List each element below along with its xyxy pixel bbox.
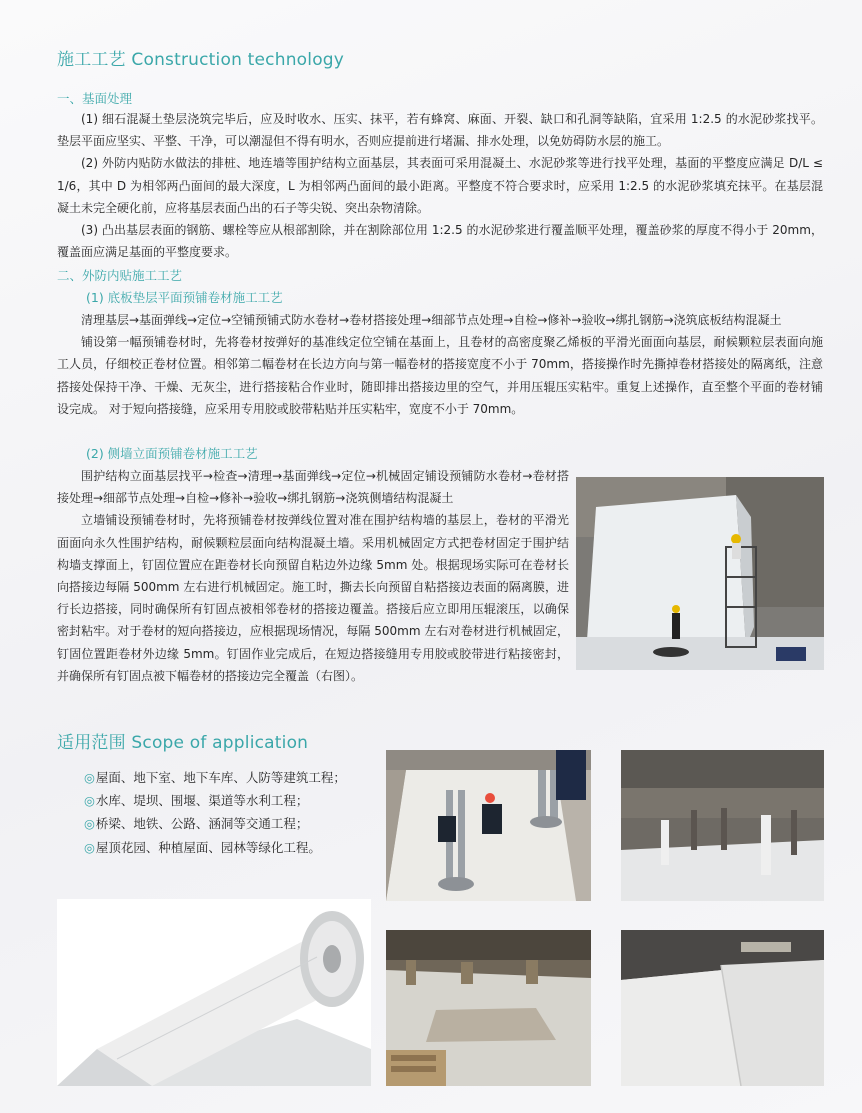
scope-item: ◎水库、堤坝、围堰、渠道等水利工程； [84, 793, 309, 809]
section-1-heading: 一、基面处理 [57, 91, 133, 106]
section-1-para-3: (3) 凸出基层表面的钢筋、螺栓等应从根部割除，并在割除部位用 1:2.5 的水泥砂浆进行覆盖顺平处理，覆盖砂浆的厚度不得小于 20mm，覆盖面应满足基面的平整度要求。 [57, 223, 823, 260]
scope-title: 适用范围 Scope of application [57, 733, 309, 753]
section-2-subheading-2: (2) 侧墙立面预铺卷材施工工艺 [86, 446, 258, 461]
section-2-para-1: 铺设第一幅预铺卷材时，先将卷材按弹好的基准线定位空铺在基面上，且卷材的高密度聚乙烯板的平滑光面面向基层，耐候颗粒层表面向施工人员，仔细校正卷材位置。相邻第二幅卷材在长边方向与第一幅卷材的搭接宽度不小于 70mm，搭接操作时先撕掉卷材搭接处的隔离纸，注意搭接处保持干净、干燥、无灰尘，进行搭接粘合作业时，随即排出搭接边里的空气，并用压辊压实粘牢。重复上述操作，直至整个平面的卷材铺设完成。 对于短向搭接缝，应采用专用胶或胶带粘贴并压实粘牢，宽度不小于 70mm。 [57, 335, 823, 416]
membrane-roll-photo [57, 899, 371, 1086]
basement-membrane-photo [621, 750, 824, 901]
excavation-pit-photo [386, 930, 591, 1086]
construction-title: 施工工艺 Construction technology [57, 50, 345, 70]
corner-detail-photo [621, 930, 824, 1086]
section-1-para-1: (1) 细石混凝土垫层浇筑完毕后，应及时收水、压实、抹平，若有蜂窝、麻面、开裂、缺口和孔洞等缺陷，宜采用 1:2.5 的水泥砂浆找平。垫层平面应坚实、平整、干净，可以潮湿但不得有明水，否则应提前进行堵漏、排水处理，以免妨碍防水层的施工。 [57, 112, 823, 149]
bullet-icon: ◎ [84, 793, 95, 809]
section-1-para-2: (2) 外防内贴防水做法的排桩、地连墙等围护结构立面基层，其表面可采用混凝土、水泥砂浆等进行找平处理，基面的平整度应满足 D/L ≤ 1/6，其中 D 为相邻两凸面间的最大深度，L 为相邻两凸面间的最小距离。平整度不符合要求时，应采用 1:2.5 的水泥砂浆填充抹平。在基层混凝土未完全硬化前，应将基层表面凸出的石子等尖锐、突出杂物清除。 [57, 156, 823, 215]
section-2-heading: 二、外防内贴施工工艺 [57, 268, 183, 283]
wall-installation-photo [576, 477, 824, 670]
bullet-icon: ◎ [84, 770, 95, 785]
scope-list [84, 766, 346, 859]
pit-workers-photo [386, 750, 591, 901]
section-2-body-1 [57, 309, 823, 420]
bullet-icon: ◎ [84, 816, 95, 832]
section-1-body [57, 108, 823, 263]
scope-item: ◎屋顶花园、种植屋面、园林等绿化工程。 [84, 839, 321, 855]
scope-item: ◎桥梁、地铁、公路、涵洞等交通工程； [84, 816, 309, 832]
section-2-subheading-1: (1) 底板垫层平面预铺卷材施工工艺 [86, 290, 283, 305]
section-2-flow-1: 清理基层→基面弹线→定位→空铺预铺式防水卷材→卷材搭接处理→细部节点处理→自检→修补→验收→绑扎钢筋→浇筑底板结构混凝土 [81, 313, 782, 327]
section-2-para-2: 立墙铺设预铺卷材时，先将预铺卷材按弹线位置对准在围护结构墙的基层上，卷材的平滑光面面向永久性围护结构，耐候颗粒层面向结构混凝土墙。采用机械固定方式把卷材固定于围护结构墙支撑面上，钉固位置应在距卷材长向预留自粘边外边缘 5mm 处。根据现场实际可在卷材长向搭接边每隔 500mm 左右进行机械固定。施工时，撕去长向预留自粘搭接边表面的隔离膜，进行长边搭接，同时确保所有钉固点被相邻卷材的搭接边覆盖。搭接后应立即用压辊滚压，以确保密封粘牢。对于卷材的短向搭接边，应根据现场情况，每隔 500mm 左右对卷材进行机械固定，钉固位置距卷材外边缘 5mm。钉固作业完成后，在短边搭接缝用专用胶或胶带进行粘接密封，并确保所有钉固点被下幅卷材的搭接边完全覆盖（右图）。 [57, 513, 569, 683]
section-2-flow-2: 围护结构立面基层找平→检查→清理→基面弹线→定位→机械固定铺设预铺防水卷材→卷材搭接处理→细部节点处理→自检→修补→验收→绑扎钢筋→浇筑侧墙结构混凝土 [57, 469, 569, 506]
bullet-icon: ◎ [84, 839, 95, 855]
scope-item: ◎屋面、地下室、地下车库、人防等建筑工程； [84, 770, 346, 785]
section-2-body-2 [57, 465, 569, 687]
